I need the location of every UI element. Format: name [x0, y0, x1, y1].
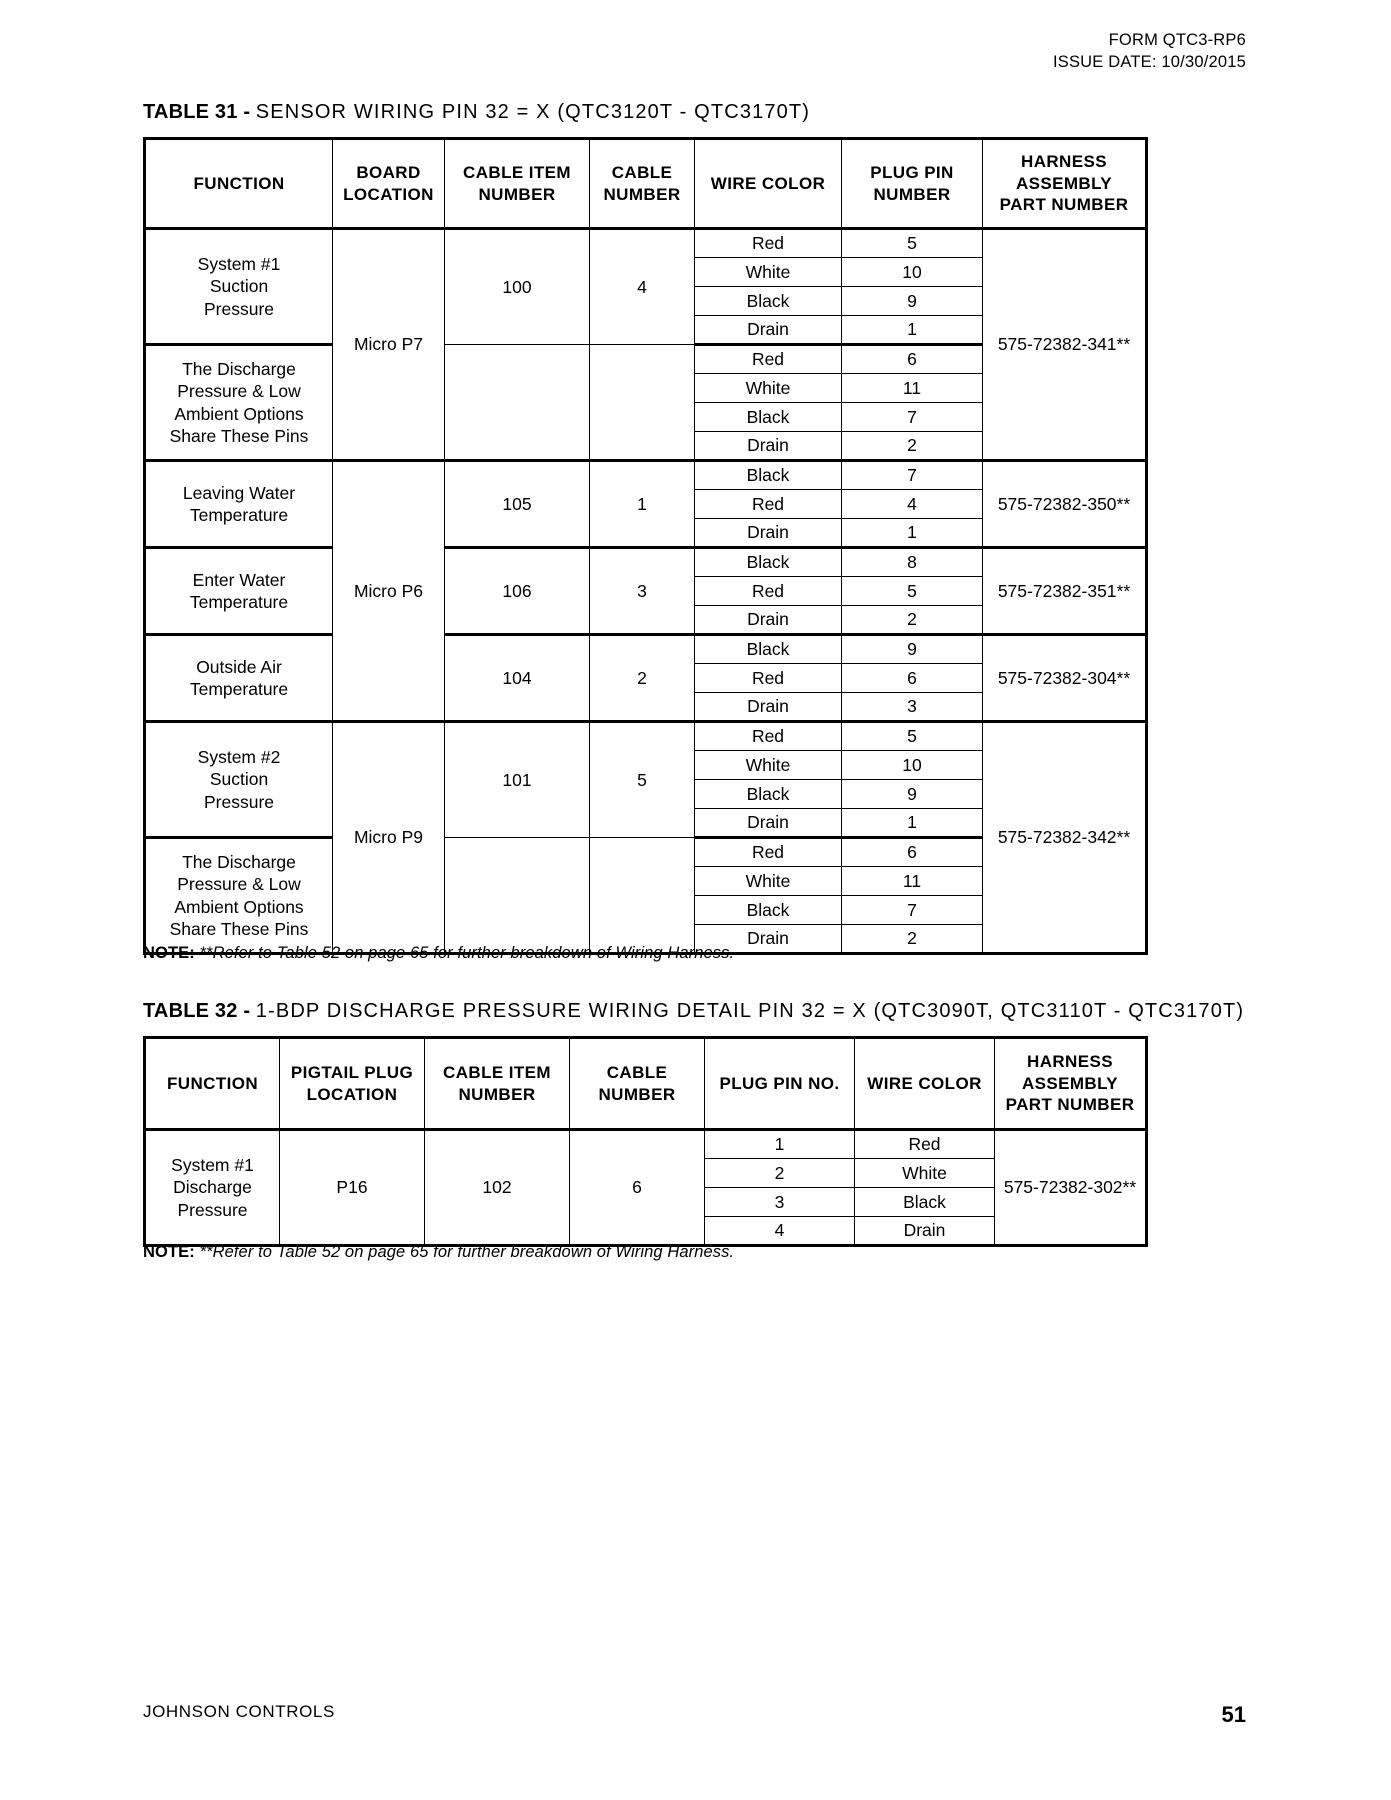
table32-body [145, 1130, 1147, 1246]
table32-note-label: NOTE: [143, 1243, 195, 1261]
table31-col-board-location: BOARD LOCATION [333, 139, 445, 229]
table31-board-location-cell: Micro P7 [333, 229, 445, 461]
table31-plug-pin-number-cell: 2 [842, 432, 983, 461]
table31-wire-color-cell: Red [695, 577, 842, 606]
table32-wire-color-cell: Red [855, 1130, 995, 1159]
table31-function-cell [145, 838, 333, 954]
table31-function-cell [145, 722, 333, 838]
footer-page-number: 51 [1221, 1702, 1246, 1727]
table31-function-line: Pressure & Low [177, 381, 301, 402]
table32-note [143, 1243, 734, 1262]
table32-row [145, 1130, 1147, 1159]
table31-row [145, 461, 1147, 490]
table31-wire-color-cell: White [695, 258, 842, 287]
table31-function-line: Suction [209, 276, 269, 297]
table31-row [145, 722, 1147, 751]
table31-cable-number-cell: 4 [590, 229, 695, 345]
table31-plug-pin-number-cell: 1 [842, 316, 983, 345]
table31-wire-color-cell: White [695, 751, 842, 780]
table31-wire-color-cell: Black [695, 548, 842, 577]
table31-plug-pin-number-cell: 8 [842, 548, 983, 577]
table32-note-text: **Refer to Table 52 on page 65 for further breakdown of Wiring Harness. [199, 1243, 735, 1261]
table31-cable-item-number-cell [445, 345, 590, 461]
table31-caption-text: SENSOR WIRING PIN 32 = X (QTC3120T - QTC3170T) [255, 101, 811, 123]
table31-plug-pin-number-cell: 5 [842, 722, 983, 751]
table31-board-location-cell: Micro P9 [333, 722, 445, 954]
table31-wire-color-cell: Red [695, 229, 842, 258]
table32-wire-color-cell: Black [855, 1188, 995, 1217]
table32-cable-item-number-cell: 102 [425, 1130, 570, 1246]
table31-plug-pin-number-cell: 9 [842, 780, 983, 809]
table31-function-line: Outside Air [196, 656, 282, 677]
issue-date: ISSUE DATE: 10/30/2015 [1052, 52, 1246, 71]
table31-col-function: FUNCTION [145, 139, 333, 229]
table31-plug-pin-number-cell: 4 [842, 490, 983, 519]
table31-function-line: Temperature [189, 592, 289, 612]
table31-cable-number-cell [590, 345, 695, 461]
table31-function-cell [145, 461, 333, 548]
table32 [143, 1036, 1148, 1247]
table31-plug-pin-number-cell: 10 [842, 751, 983, 780]
table32-function-cell [145, 1130, 280, 1246]
table31-harness-part-number-cell: 575-72382-351** [983, 548, 1147, 635]
table31-cable-item-number-cell: 101 [445, 722, 590, 838]
table31-col-plug-pin-number: PLUG PIN NUMBER [842, 139, 983, 229]
table31-wire-color-cell: Black [695, 461, 842, 490]
table31-header-row [145, 139, 1147, 229]
table31-wire-color-cell: Red [695, 664, 842, 693]
table32-col-cable-item-number: CABLE ITEM NUMBER [425, 1038, 570, 1130]
table31-plug-pin-number-cell: 2 [842, 925, 983, 954]
table31-plug-pin-number-cell: 9 [842, 287, 983, 316]
table31-function-line: System #1 [197, 253, 281, 274]
table31-plug-pin-number-cell: 2 [842, 606, 983, 635]
form-number: FORM QTC3-RP6 [1108, 31, 1246, 49]
table31-wire-color-cell: Drain [695, 316, 842, 345]
table31-col-cable-number: CABLE NUMBER [590, 139, 695, 229]
table31-wire-color-cell: White [695, 374, 842, 403]
table32-wire-color-cell: White [855, 1159, 995, 1188]
table31-plug-pin-number-cell: 1 [842, 519, 983, 548]
footer-company: JOHNSON CONTROLS [143, 1702, 335, 1721]
table31-plug-pin-number-cell: 6 [842, 838, 983, 867]
table31-board-location-cell: Micro P6 [333, 461, 445, 722]
table31-function-line: Share These Pins [169, 425, 309, 446]
table32-col-pigtail-plug-location: PIGTAIL PLUG LOCATION [280, 1038, 425, 1130]
table31-row [145, 548, 1147, 577]
table31-plug-pin-number-cell: 6 [842, 345, 983, 374]
table32-plug-pin-no-cell: 3 [705, 1188, 855, 1217]
table31-wire-color-cell: Red [695, 490, 842, 519]
table32-header-row [145, 1038, 1147, 1130]
table31-plug-pin-number-cell: 11 [842, 374, 983, 403]
table31-function-line: Enter Water [192, 569, 286, 590]
table31-plug-pin-number-cell: 5 [842, 229, 983, 258]
table31-harness-part-number-cell: 575-72382-304** [983, 635, 1147, 722]
table31-plug-pin-number-cell: 11 [842, 867, 983, 896]
table31-wire-color-cell: Red [695, 345, 842, 374]
table32-cable-number-cell: 6 [570, 1130, 705, 1246]
table32-plug-pin-no-cell: 2 [705, 1159, 855, 1188]
table31-plug-pin-number-cell: 6 [842, 664, 983, 693]
table32-caption-number: TABLE 32 - [143, 1000, 251, 1022]
table31-wire-color-cell: Drain [695, 606, 842, 635]
table31-cable-number-cell: 1 [590, 461, 695, 548]
table32-col-function: FUNCTION [145, 1038, 280, 1130]
table31-caption-number: TABLE 31 - [143, 101, 251, 123]
table31-wire-color-cell: Black [695, 896, 842, 925]
table32-caption [143, 1000, 1244, 1023]
table31-function-line: Ambient Options [174, 896, 304, 917]
table31-caption [143, 101, 810, 124]
table32-plug-pin-no-cell: 1 [705, 1130, 855, 1159]
table31-body [145, 229, 1147, 954]
table31-function-line: Temperature [189, 679, 289, 699]
table31-function-cell [145, 635, 333, 722]
table31-plug-pin-number-cell: 1 [842, 809, 983, 838]
table31-wire-color-cell: Red [695, 722, 842, 751]
table31-function-cell [145, 548, 333, 635]
table31-function-line: The Discharge [182, 851, 296, 872]
table31 [143, 137, 1148, 955]
table32-caption-text: 1-BDP DISCHARGE PRESSURE WIRING DETAIL PIN 32 = X (QTC3090T, QTC3110T - QTC3170T) [255, 1000, 1245, 1022]
table31-function-line: Pressure & Low [177, 874, 301, 895]
table32-wire-color-cell: Drain [855, 1217, 995, 1246]
table31-note [143, 944, 734, 963]
table31-col-cable-item-number: CABLE ITEM NUMBER [445, 139, 590, 229]
table31-wire-color-cell: Black [695, 635, 842, 664]
document-header [1053, 30, 1246, 74]
table31-col-wire-color: WIRE COLOR [695, 139, 842, 229]
table32-function-line: Pressure [177, 1199, 248, 1220]
table31-wire-color-cell: Drain [695, 693, 842, 722]
table31-cable-number-cell: 5 [590, 722, 695, 838]
table31-plug-pin-number-cell: 10 [842, 258, 983, 287]
table31-function-line: System #2 [197, 746, 281, 767]
table31-cable-item-number-cell: 105 [445, 461, 590, 548]
table31-function-line: Pressure [203, 791, 275, 812]
table31-function-line: Pressure [203, 298, 275, 319]
table32-col-harness-part-number: HARNESS ASSEMBLY PART NUMBER [995, 1038, 1147, 1130]
table31-harness-part-number-cell: 575-72382-342** [983, 722, 1147, 954]
table31-note-label: NOTE: [143, 944, 195, 962]
table31-wire-color-cell: Black [695, 403, 842, 432]
table31-cable-number-cell: 2 [590, 635, 695, 722]
table31-cable-number-cell [590, 838, 695, 954]
table31-function-line: Temperature [189, 505, 289, 525]
table31-wire-color-cell: Black [695, 287, 842, 316]
table31-function-cell [145, 345, 333, 461]
table31-wire-color-cell: Red [695, 838, 842, 867]
table31-plug-pin-number-cell: 7 [842, 461, 983, 490]
table31-plug-pin-number-cell: 7 [842, 896, 983, 925]
table32-harness-part-number-cell: 575-72382-302** [995, 1130, 1147, 1246]
table32-function-line: System #1 [171, 1154, 254, 1175]
table31-function-cell [145, 229, 333, 345]
table31-cable-item-number-cell [445, 838, 590, 954]
table31-note-text: **Refer to Table 52 on page 65 for further breakdown of Wiring Harness. [199, 944, 735, 962]
table31-plug-pin-number-cell: 5 [842, 577, 983, 606]
table31-plug-pin-number-cell: 3 [842, 693, 983, 722]
table31-cable-item-number-cell: 100 [445, 229, 590, 345]
table32-col-cable-number: CABLE NUMBER [570, 1038, 705, 1130]
table31-function-line: Ambient Options [174, 403, 304, 424]
table32-col-plug-pin-no: PLUG PIN NO. [705, 1038, 855, 1130]
table31-function-line: Leaving Water [182, 482, 296, 503]
table31-row [145, 229, 1147, 258]
table31-cable-number-cell: 3 [590, 548, 695, 635]
table31-harness-part-number-cell: 575-72382-350** [983, 461, 1147, 548]
table31-wire-color-cell: Drain [695, 432, 842, 461]
table31-col-harness-part-number: HARNESS ASSEMBLY PART NUMBER [983, 139, 1147, 229]
table31-row [145, 635, 1147, 664]
table31-plug-pin-number-cell: 7 [842, 403, 983, 432]
table32-pigtail-plug-location-cell: P16 [280, 1130, 425, 1246]
table31-cable-item-number-cell: 104 [445, 635, 590, 722]
table32-col-wire-color: WIRE COLOR [855, 1038, 995, 1130]
table31-wire-color-cell: Drain [695, 925, 842, 954]
table31-harness-part-number-cell: 575-72382-341** [983, 229, 1147, 461]
table31-wire-color-cell: Drain [695, 809, 842, 838]
table31-function-line: Suction [209, 769, 269, 790]
table32-function-line: Discharge [173, 1177, 252, 1198]
table31-function-line: The Discharge [182, 358, 296, 379]
table32-plug-pin-no-cell: 4 [705, 1217, 855, 1246]
table31-wire-color-cell: Black [695, 780, 842, 809]
table31-function-line: Share These Pins [169, 918, 309, 939]
table31-cable-item-number-cell: 106 [445, 548, 590, 635]
table31-wire-color-cell: Drain [695, 519, 842, 548]
table31-plug-pin-number-cell: 9 [842, 635, 983, 664]
table31-wire-color-cell: White [695, 867, 842, 896]
